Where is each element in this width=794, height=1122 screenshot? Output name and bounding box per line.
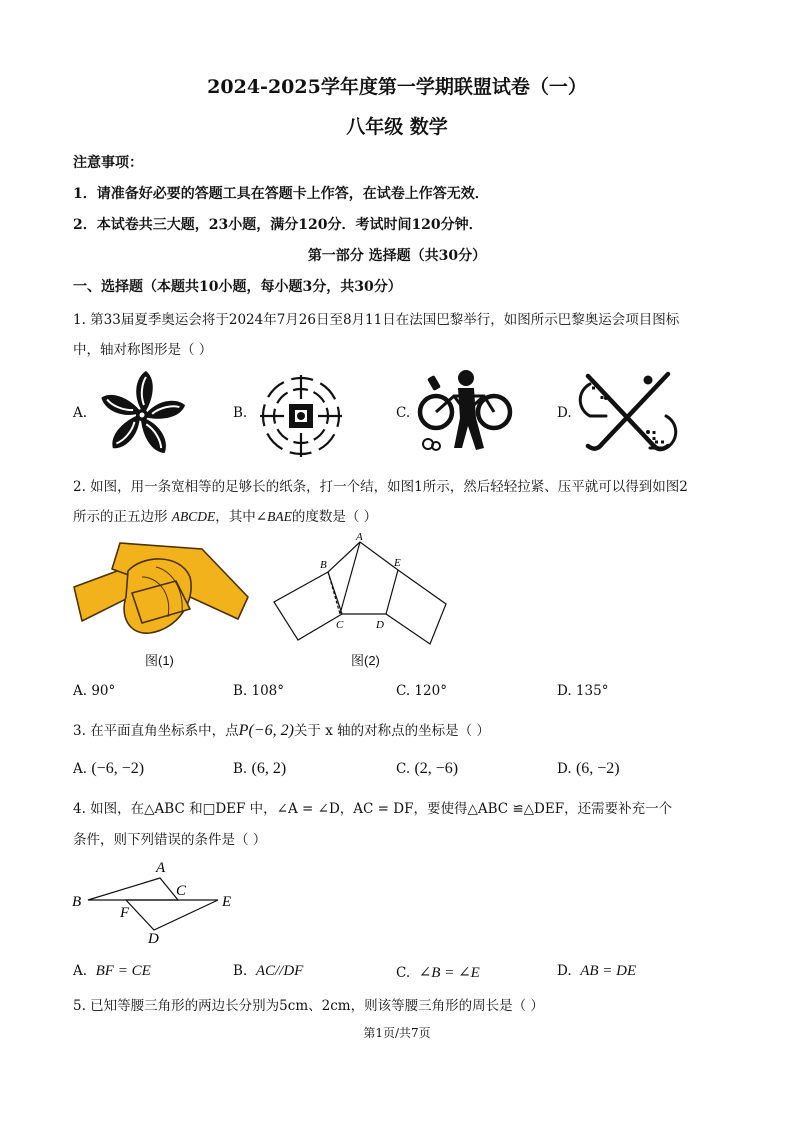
q3-option-c: C. (2, −6) — [396, 760, 459, 777]
q3-option-d: D. (6, −2) — [557, 760, 620, 777]
q4-line1: 4. 如图，在△ABC 和□DEF 中，∠A = ∠D，AC = DF，要使得△ABC ≌△DEF，还需要补充一个 — [73, 801, 673, 817]
fig1-caption: 图(1) — [145, 653, 174, 668]
fig-label-f: F — [120, 905, 130, 921]
fig2-label-e: E — [394, 557, 401, 569]
page-number: 第1页/共7页 — [363, 1026, 431, 1040]
q1-line1: 1. 第33届夏季奥运会将于2024年7月26日至8月11日在法国巴黎举行，如图所示巴黎奥运会项目图标 — [73, 312, 680, 328]
fig-label-d: D — [148, 931, 159, 947]
q1-option-a-label: A. — [73, 405, 88, 421]
pentagon-figure-2 — [270, 532, 450, 650]
q1-option-b-label: B. — [233, 405, 248, 421]
knot-figure-1 — [72, 537, 252, 647]
notes-heading: 注意事项： — [73, 155, 143, 171]
fig2-label-c: C — [336, 619, 344, 631]
q2-option-b: B. 108° — [233, 683, 285, 699]
q3-option-b: B. (6, 2) — [233, 760, 287, 777]
fig-label-e: E — [222, 894, 232, 910]
exam-title: 2024-2025学年度第一学期联盟试卷（一） — [207, 76, 587, 98]
triangle-figure — [70, 858, 250, 948]
exam-subtitle: 八年级 数学 — [346, 116, 448, 138]
q1-option-d-label: D. — [557, 405, 572, 421]
fig-label-a: A — [156, 860, 166, 876]
note-item-2: 2．本试卷共三大题，23小题，满分120分．考试时间120分钟． — [73, 217, 483, 233]
q4-option-a: A. BF = CE — [73, 963, 151, 979]
q4-option-b: B. AC//DF — [233, 963, 304, 979]
q4-line2: 条件，则下列错误的条件是（ ） — [73, 832, 267, 848]
fig2-label-d: D — [376, 619, 384, 631]
q4-option-d: D. AB = DE — [557, 963, 637, 979]
target-icon — [256, 373, 346, 459]
fig-label-c: C — [176, 883, 187, 899]
fig-label-b: B — [72, 894, 82, 910]
q3-option-a: A. (−6, −2) — [73, 760, 145, 777]
q3-text: 3. 在平面直角坐标系中，点P(−6, 2)关于 x 轴的对称点的坐标是（ ） — [73, 722, 490, 739]
hockey-icon — [576, 366, 680, 466]
q2-line2: 所示的正五边形 ABCDE，其中∠BAE的度数是（ ） — [73, 509, 378, 525]
q2-line1: 2. 如图，用一条宽相等的足够长的纸条，打一个结，如图1所示，然后轻轻拉紧、压平就可以得到如图2 — [73, 479, 688, 495]
fig2-label-b: B — [320, 559, 327, 571]
q4-option-c: C. ∠B = ∠E — [396, 965, 480, 981]
fig2-caption: 图(2) — [351, 653, 380, 668]
note-item-1: 1．请准备好必要的答题工具在答题卡上作答，在试卷上作答无效． — [73, 186, 489, 202]
part1-heading: 第一部分 选择题（共30分） — [307, 248, 487, 264]
cyclist-icon — [414, 368, 514, 463]
q1-line2: 中，轴对称图形是（ ） — [73, 342, 213, 358]
fig2-label-a: A — [356, 532, 363, 543]
section-heading: 一、选择题（本题共10小题，每小题3分，共30分） — [73, 279, 402, 295]
pinwheel-icon — [92, 368, 192, 463]
q2-option-c: C. 120° — [396, 683, 447, 699]
q2-option-d: D. 135° — [557, 683, 609, 699]
q1-option-c-label: C. — [396, 405, 411, 421]
q5-text: 5. 已知等腰三角形的两边长分别为5cm、2cm，则该等腰三角形的周长是（ ） — [73, 998, 544, 1014]
q2-option-a: A. 90° — [73, 683, 116, 699]
